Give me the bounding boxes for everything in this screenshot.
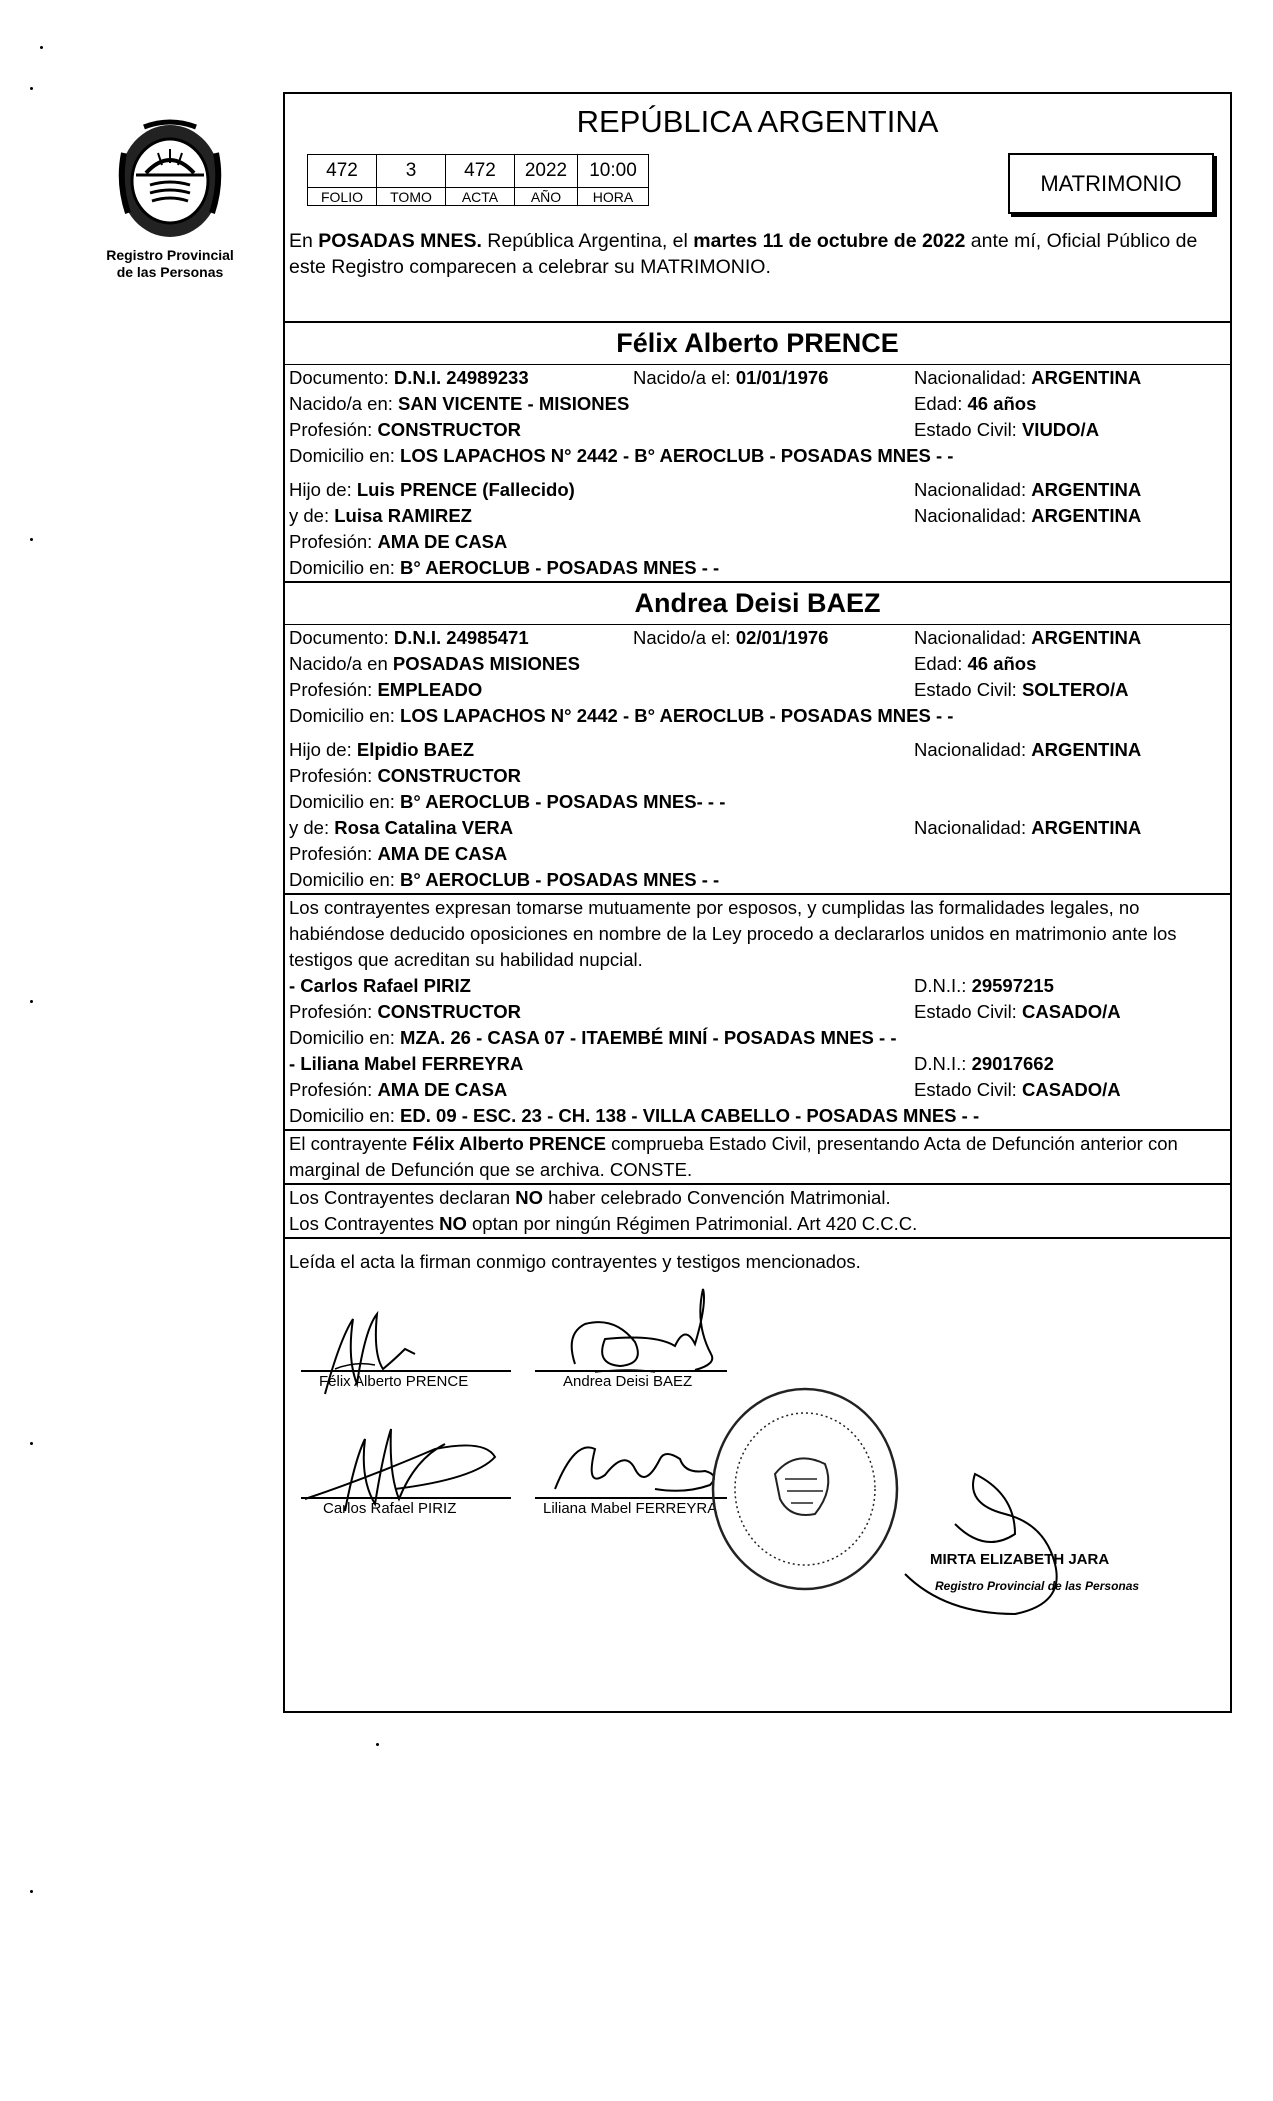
witness2-address-row [285,1103,1230,1129]
witness1-address: MZA. 26 - CASA 07 - ITAEMBÉ MINÍ - POSADAS MNES - - [400,1027,897,1048]
spouse2-address: LOS LAPACHOS N° 2442 - B° AEROCLUB - POSADAS MNES - - [400,705,954,726]
record-reference-table [307,154,649,206]
spouse1-doc-row [285,365,1230,391]
witness2-name-row [285,1051,1230,1077]
spouse1-father-nationality: ARGENTINA [1031,479,1142,500]
intro-text: En [289,230,319,252]
spouse1-mother-nationality: ARGENTINA [1031,505,1142,526]
field-label: Domicilio en: [289,705,401,726]
field-label: Domicilio en: [289,1105,401,1126]
field-label: Profesión: [289,843,378,864]
intro-date: martes 11 de octubre de 2022 [693,230,966,252]
spouse2-mother-row [285,815,1230,841]
spouse2-civil-status: SOLTERO/A [1021,679,1129,700]
spouse2-age: 46 años [967,653,1037,674]
spouse2-profession-row [285,677,1230,703]
spouse2-father-nationality: ARGENTINA [1031,739,1142,760]
closing-text: Leída el acta la firman conmigo contrayentes y testigos mencionados. [289,1251,861,1272]
field-label: Nacido/a el: [633,627,736,648]
spouse2-mother: Rosa Catalina VERA [334,817,514,838]
registry-name-line1: Registro Provincial [106,247,234,263]
intro-text: ante mí, Oficial Público de este Registro comparecen a celebrar su MATRIMONIO. [289,230,1198,278]
spouse1-mother-address: B° AEROCLUB - POSADAS MNES - - [400,557,720,578]
witness1-name: - Carlos Rafael PIRIZ [289,975,471,996]
spouse1-father: Luis PRENCE (Fallecido) [356,479,575,500]
regime-no: NO [439,1213,467,1234]
field-label: Profesión: [289,1001,378,1022]
signature-label-carlos: Carlos Rafael PIRIZ [323,1500,457,1517]
spouse2-father-address-row [285,789,1230,815]
spouse1-father-row [285,477,1230,503]
scan-speck [30,1890,33,1893]
country-title: REPÚBLICA ARGENTINA [576,104,939,139]
intro-place: POSADAS MNES. [318,230,482,252]
field-label: y de: [289,817,335,838]
spouse1-birthplace-row [285,391,1230,417]
scan-speck [40,46,43,49]
officer-title: Registro Provincial de las Personas [935,1579,1140,1593]
officer-name: MIRTA ELIZABETH JARA [930,1551,1110,1568]
field-label: Profesión: [289,1079,378,1100]
field-label: Profesión: [289,765,378,786]
field-label: Estado Civil: [914,1001,1022,1022]
spouse1-age: 46 años [967,393,1037,414]
spouse1-mother-profession: AMA DE CASA [377,531,508,552]
spouse1-birthplace: SAN VICENTE - MISIONES [398,393,630,414]
field-label: Hijo de: [289,739,357,760]
field-label: Nacionalidad: [914,479,1032,500]
field-label: Edad: [914,653,968,674]
spouse2-profession: EMPLEADO [377,679,483,700]
regime-line2 [285,1211,1230,1237]
marriage-certificate [283,92,1232,1713]
field-label: D.N.I.: [914,1053,972,1074]
witness1-profession: CONSTRUCTOR [377,1001,521,1022]
witness2-profession-row [285,1077,1230,1103]
spouse1-mother-address-row [285,555,1230,581]
civil-status-note [285,1129,1230,1183]
spouse1-section [285,321,1230,581]
witness2-profession: AMA DE CASA [377,1079,508,1100]
witness2-dni: 29017662 [971,1053,1054,1074]
year-label: AÑO [515,188,578,206]
spouse1-birthdate: 01/01/1976 [735,367,829,388]
note-part: El contrayente [289,1133,413,1154]
witness2-address: ED. 09 - ESC. 23 - CH. 138 - VILLA CABELLO - POSADAS MNES - - [400,1105,980,1126]
field-label: Domicilio en: [289,557,401,578]
field-label: Profesión: [289,419,378,440]
spouse2-birthdate: 02/01/1976 [735,627,829,648]
signature-line [301,1497,511,1499]
field-label: D.N.I.: [914,975,972,996]
spouse2-birthplace-row [285,651,1230,677]
spouse2-mother-address-row [285,867,1230,893]
note-part: comprueba Estado Civil, presentando Acta de Defunción anterior con marginal de Defunción que se archiva. CONSTE. [289,1133,1178,1180]
spouse1-dni: D.N.I. 24989233 [393,367,529,388]
field-label: Nacido/a en: [289,393,399,414]
hour-label: HORA [578,188,649,206]
field-label: Estado Civil: [914,1079,1022,1100]
spouse2-mother-profession: AMA DE CASA [377,843,508,864]
spouse1-address-row [285,443,1230,469]
field-label: Hijo de: [289,479,357,500]
spouse1-name: Félix Alberto PRENCE [285,323,1230,365]
spouse1-mother-row [285,503,1230,529]
field-label: Estado Civil: [914,419,1022,440]
field-label: Profesión: [289,531,378,552]
registry-name [100,247,240,281]
registry-name-line2: de las Personas [116,264,224,280]
spouse2-nationality: ARGENTINA [1031,627,1142,648]
tomo-label: TOMO [377,188,446,206]
spouse2-mother-nationality: ARGENTINA [1031,817,1142,838]
note-name: Félix Alberto PRENCE [412,1133,607,1154]
witness1-profession-row [285,999,1230,1025]
regime-text: haber celebrado Convención Matrimonial. [543,1187,891,1208]
field-label: Profesión: [289,679,378,700]
spouse1-mother-profession-row [285,529,1230,555]
registry-logo [100,113,240,281]
spouse2-address-row [285,703,1230,729]
intro-text: República Argentina, el [481,230,694,252]
spouse2-father-profession-row [285,763,1230,789]
field-label: Domicilio en: [289,1027,401,1048]
field-label: Nacionalidad: [914,367,1032,388]
witness1-name-row [285,973,1230,999]
regime-line1 [285,1185,1230,1211]
spouse1-civil-status: VIUDO/A [1021,419,1100,440]
field-label: Domicilio en: [289,445,401,466]
hour-value: 10:00 [578,155,649,188]
signature-label-felix: Félix Alberto PRENCE [319,1373,469,1390]
signature-line [535,1497,727,1499]
spouse2-mother-profession-row [285,841,1230,867]
field-label: Documento: [289,367,394,388]
field-label: Nacionalidad: [914,817,1032,838]
spouse2-father-row [285,737,1230,763]
spouse2-father: Elpidio BAEZ [356,739,475,760]
certificate-header [285,94,1230,321]
scan-speck [30,538,33,541]
intro-paragraph [289,228,1222,280]
field-label: Nacido/a en [289,653,393,674]
signature-line [301,1370,511,1372]
field-label: Edad: [914,393,968,414]
witness1-civil-status: CASADO/A [1021,1001,1121,1022]
spouse2-birthplace: POSADAS MISIONES [392,653,580,674]
declaration-text: Los contrayentes expresan tomarse mutuamente por esposos, y cumplidas las formalidades legales, no habiéndose deducido oposiciones en nombre de la Ley procedo a declararlos unidos en matrimonio ante los testigos que acreditan su habilidad nupcial. [289,897,1177,970]
patrimonial-regime-section [285,1183,1230,1239]
official-stamp-icon [705,1379,905,1599]
field-label: Nacionalidad: [914,739,1032,760]
spouse1-profession-row [285,417,1230,443]
spouse1-mother: Luisa RAMIREZ [334,505,472,526]
regime-text: optan por ningún Régimen Patrimonial. Art 420 C.C.C. [466,1213,918,1234]
officer-signature-icon [885,1464,1115,1624]
field-label: Estado Civil: [914,679,1022,700]
note-text [285,1131,1230,1183]
provincial-seal-icon [106,113,234,243]
act-type-box: MATRIMONIO [1008,153,1214,214]
witnesses-section [285,893,1230,1129]
spouse1-address: LOS LAPACHOS N° 2442 - B° AEROCLUB - POSADAS MNES - - [400,445,954,466]
acta-value: 472 [446,155,515,188]
signature-line [535,1370,727,1372]
scan-speck [30,87,33,90]
witness1-dni: 29597215 [971,975,1054,996]
regime-text: Los Contrayentes declaran [289,1187,516,1208]
regime-no: NO [515,1187,543,1208]
spouse2-section [285,581,1230,893]
scan-speck [376,1743,379,1746]
scan-speck [30,1000,33,1003]
signature-area [285,1239,1230,1674]
field-label: Nacionalidad: [914,627,1032,648]
field-label: y de: [289,505,335,526]
acta-label: ACTA [446,188,515,206]
spouse2-doc-row [285,625,1230,651]
spouse2-dni: D.N.I. 24985471 [393,627,529,648]
folio-value: 472 [308,155,377,188]
witness2-name: - Liliana Mabel FERREYRA [289,1053,524,1074]
signature-label-liliana: Liliana Mabel FERREYRA [543,1500,718,1517]
scan-speck [30,1442,33,1445]
folio-label: FOLIO [308,188,377,206]
spouse2-name: Andrea Deisi BAEZ [285,583,1230,625]
field-label: Nacido/a el: [633,367,736,388]
signature-label-andrea: Andrea Deisi BAEZ [563,1373,693,1390]
field-label: Documento: [289,627,394,648]
spouse1-profession: CONSTRUCTOR [377,419,521,440]
witness1-address-row [285,1025,1230,1051]
spouse2-mother-address: B° AEROCLUB - POSADAS MNES - - [400,869,720,890]
tomo-value: 3 [377,155,446,188]
field-label: Domicilio en: [289,791,401,812]
field-label: Nacionalidad: [914,505,1032,526]
witness2-civil-status: CASADO/A [1021,1079,1121,1100]
spouse1-nationality: ARGENTINA [1031,367,1142,388]
spouse2-father-profession: CONSTRUCTOR [377,765,521,786]
regime-text: Los Contrayentes [289,1213,440,1234]
spouse2-father-address: B° AEROCLUB - POSADAS MNES- - - [400,791,726,812]
field-label: Domicilio en: [289,869,401,890]
year-value: 2022 [515,155,578,188]
